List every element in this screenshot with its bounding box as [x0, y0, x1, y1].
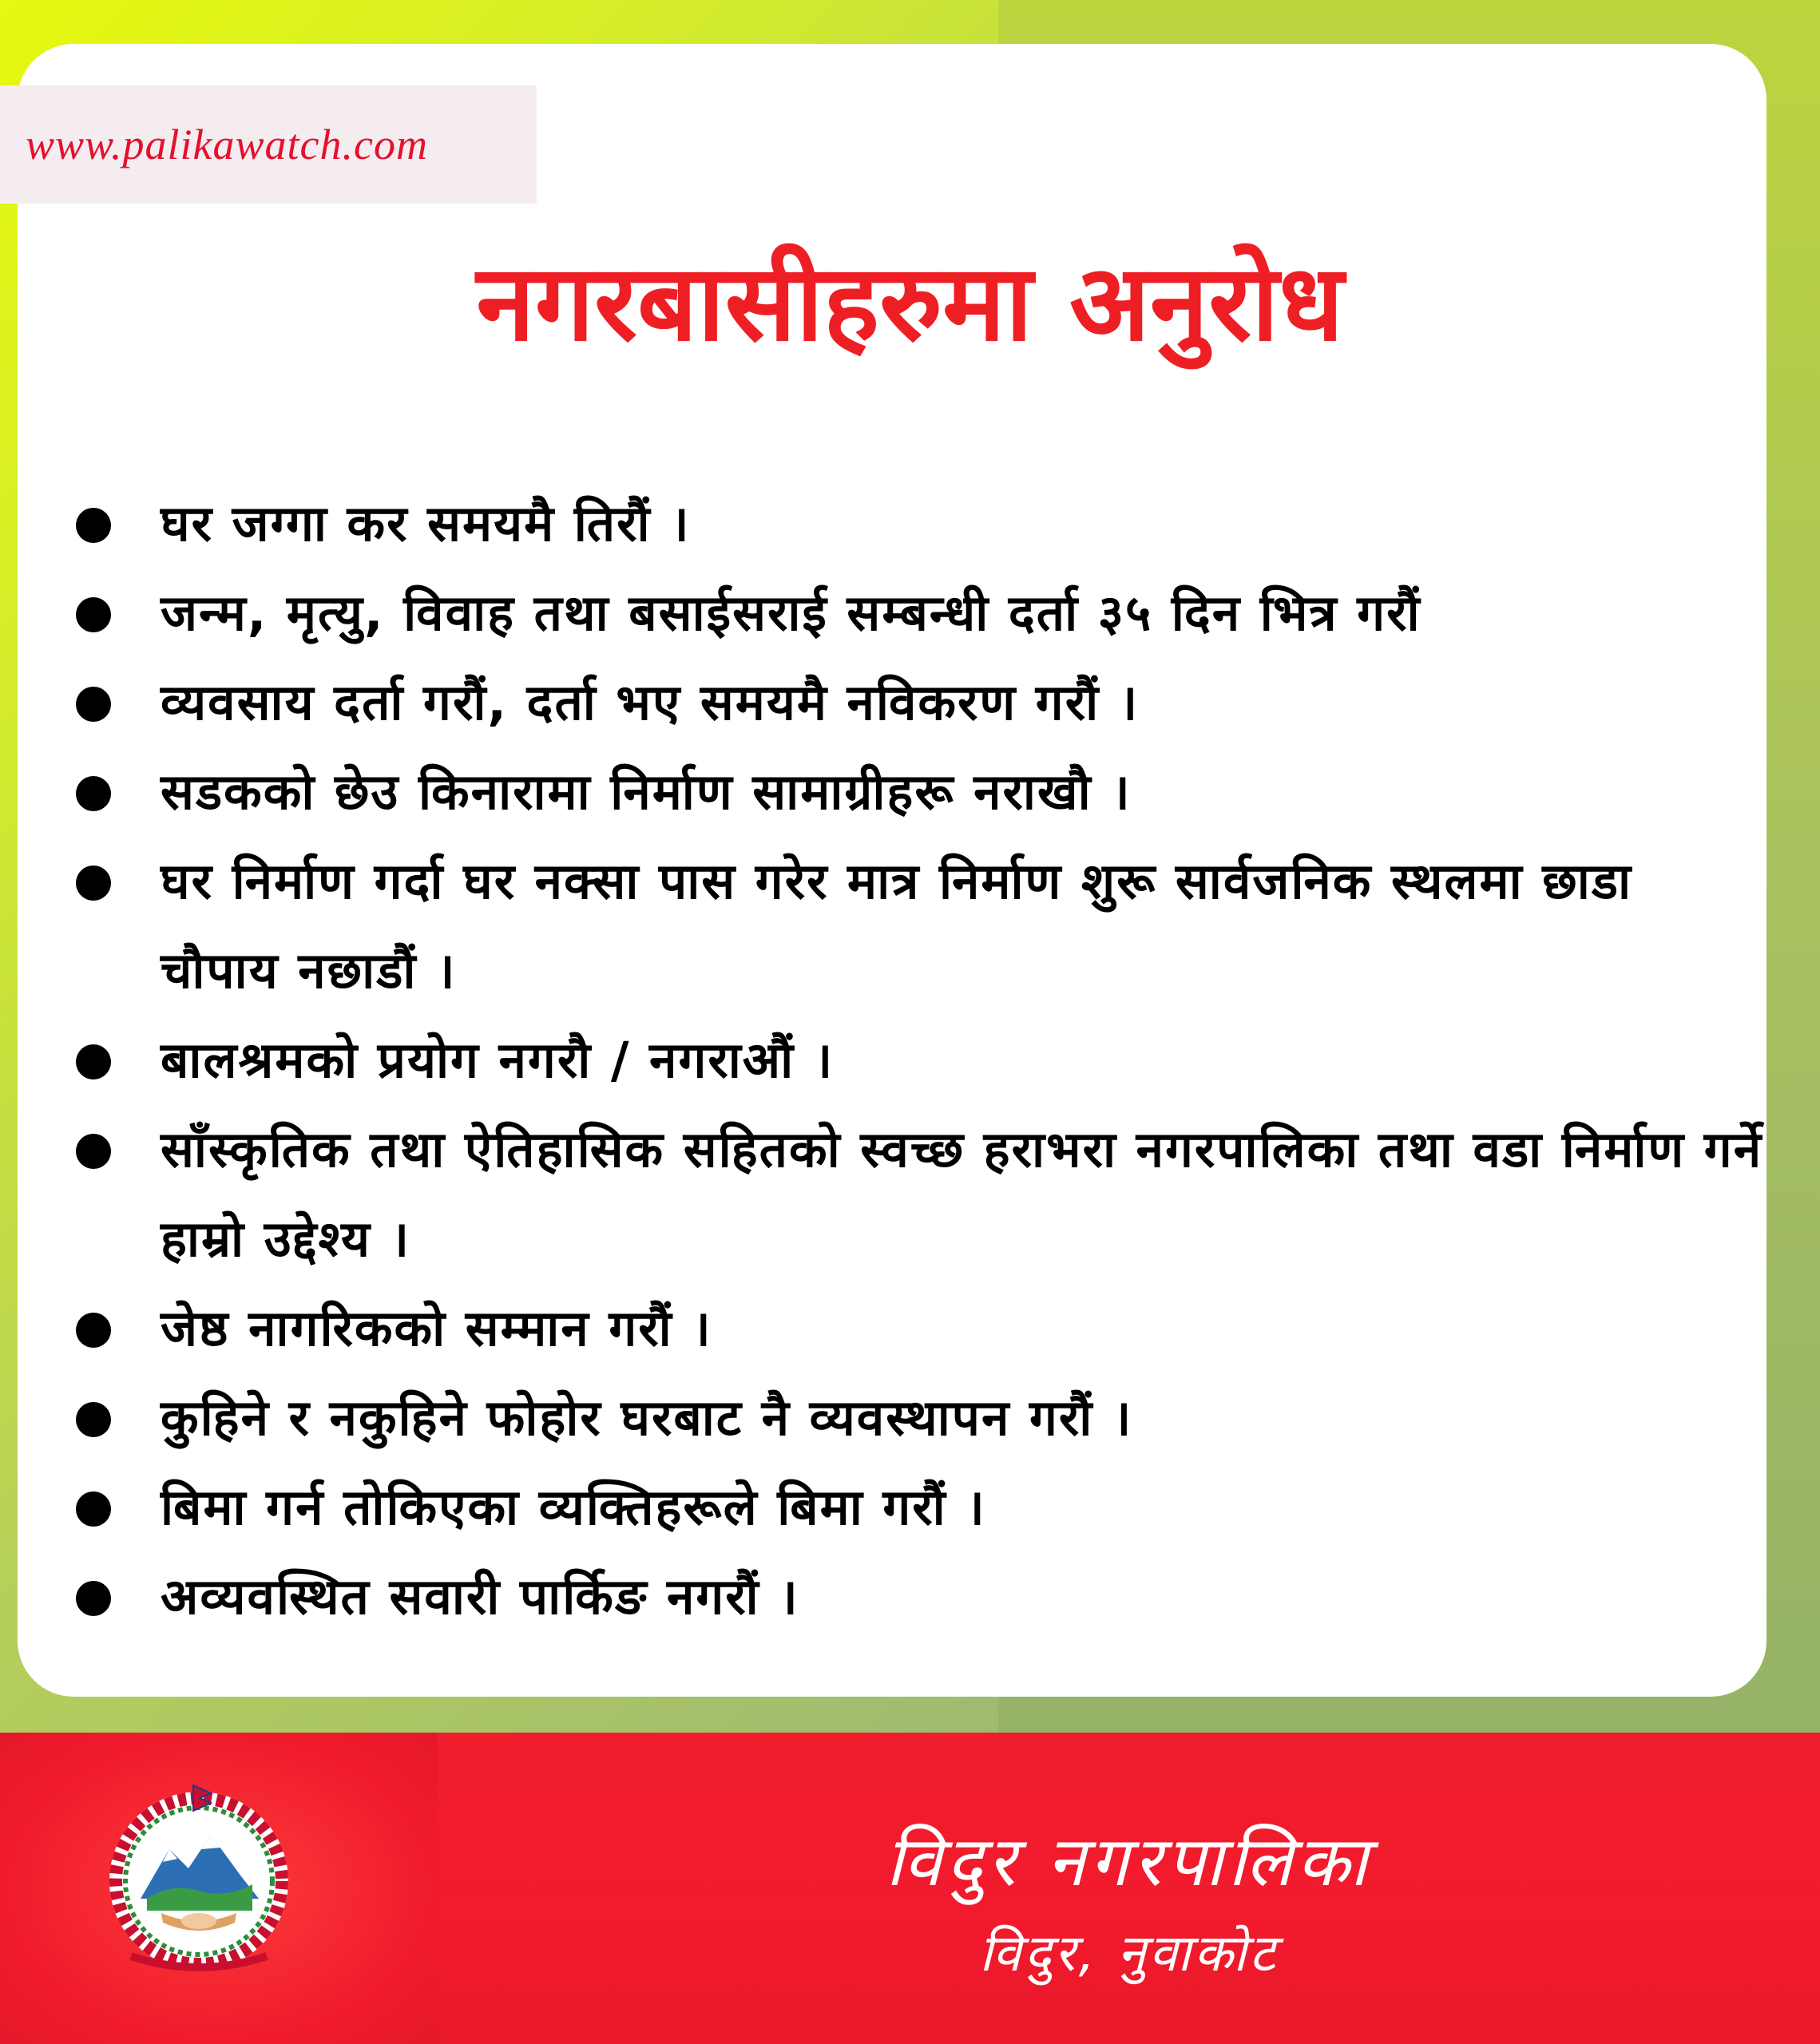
list-item-text: बिमा गर्न तोकिएका व्यक्तिहरूले बिमा गरौं । — [161, 1478, 986, 1536]
list-item-text: घर जग्गा कर समयमै तिरौं । — [161, 494, 691, 553]
request-list — [76, 479, 1769, 1642]
bullet-icon — [76, 1402, 111, 1437]
website-banner — [0, 85, 537, 204]
list-item-text: अव्यवस्थित सवारी पार्किङ नगरौं । — [161, 1567, 799, 1626]
bullet-icon — [76, 597, 111, 632]
bullet-icon — [76, 1134, 111, 1169]
list-item — [76, 1373, 1769, 1463]
bullet-icon — [76, 776, 111, 811]
emblem-panel — [0, 1733, 438, 2044]
list-item — [76, 479, 1769, 568]
list-item-text: सडकको छेउ किनारामा निर्माण सामाग्रीहरू नराखौ । — [161, 763, 1132, 821]
list-item — [76, 1284, 1769, 1373]
bullet-icon — [76, 1491, 111, 1527]
list-item — [76, 747, 1769, 837]
list-item-text: कुहिने र नकुहिने फोहोर घरबाट नै व्यवस्थापन गरौं । — [161, 1388, 1133, 1447]
list-item-text: घर निर्माण गर्दा घर नक्सा पास गरेर मात्र निर्माण शुरू सार्वजनिक स्थलमा छाडा चौपाय नछाडौं । — [161, 852, 1633, 1000]
list-item — [76, 1016, 1769, 1105]
list-item — [76, 1463, 1769, 1552]
nepal-government-emblem-icon — [99, 1779, 299, 1979]
list-item-text: साँस्कृतिक तथा ऐतिहासिक सहितको स्वच्छ हराभरा नगरपालिका तथा वडा निर्माण गर्ने हाम्रो उद्देश्य । — [161, 1120, 1763, 1268]
list-item — [76, 837, 1769, 1016]
list-item — [76, 1552, 1769, 1642]
bullet-icon — [76, 1581, 111, 1616]
bullet-icon — [76, 866, 111, 901]
bullet-icon — [76, 1044, 111, 1079]
list-item — [76, 568, 1769, 658]
bullet-icon — [76, 1313, 111, 1348]
list-item-text: व्यवसाय दर्ता गरौं, दर्ता भए समयमै नविकरण गरौं । — [161, 673, 1140, 731]
organization-address: विदुर, नुवाकोट — [979, 1924, 1279, 1983]
notice-title: नगरबासीहरुमा अनुरोध — [476, 242, 1344, 365]
organization-name: विदुर नगरपालिका — [885, 1822, 1373, 1902]
list-item-text: बालश्रमको प्रयोग नगरौ / नगराऔं । — [161, 1031, 835, 1089]
list-item-text: जेष्ठ नागरिकको सम्मान गरौं । — [161, 1299, 712, 1357]
list-item-text: जन्म, मृत्यु, विवाह तथा बसाईसराई सम्बन्धी दर्ता ३५ दिन भित्र गरौं — [161, 584, 1422, 642]
list-item — [76, 1105, 1769, 1284]
bullet-icon — [76, 508, 111, 543]
list-item — [76, 658, 1769, 747]
website-url: www.palikawatch.com — [26, 121, 428, 168]
bullet-icon — [76, 687, 111, 722]
